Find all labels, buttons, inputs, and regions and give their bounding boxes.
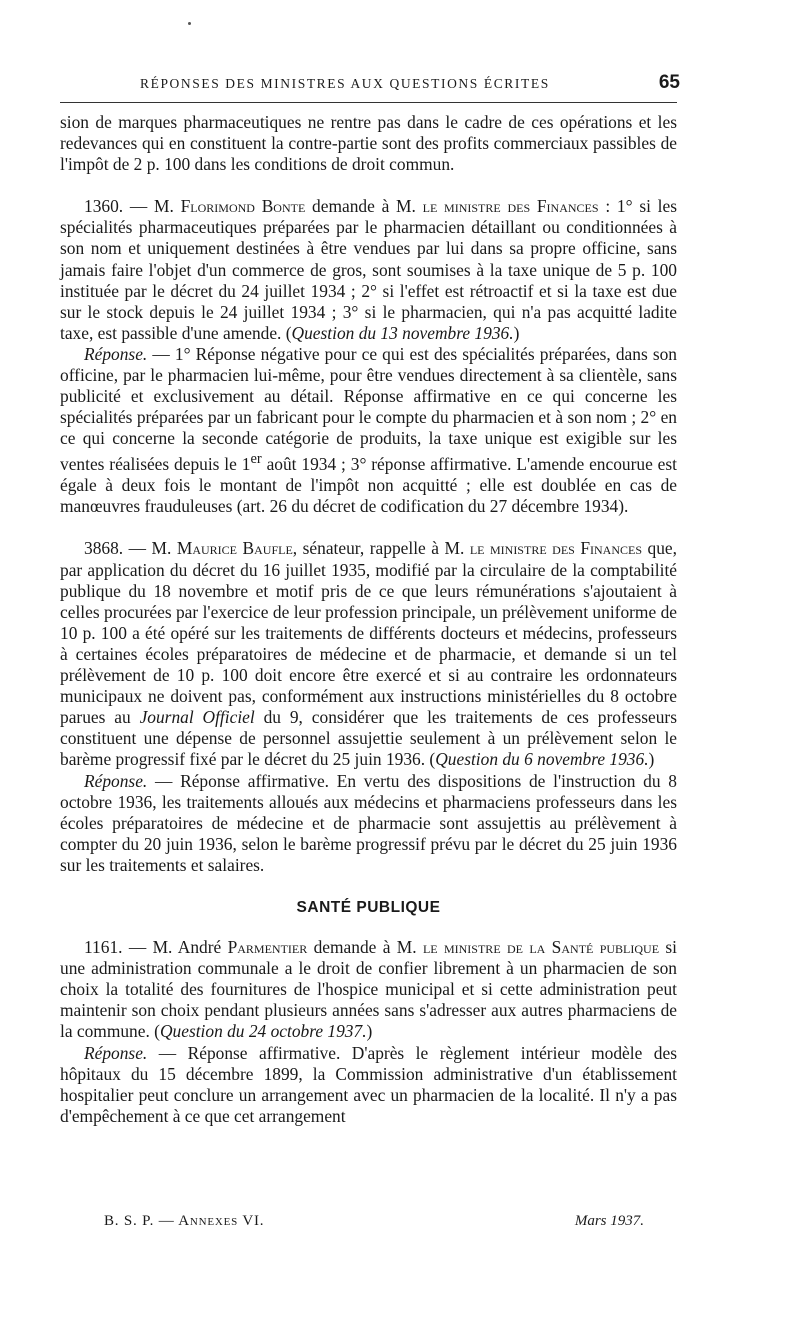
journal-title: Journal Officiel: [139, 707, 255, 728]
section-title: SANTÉ PUBLIQUE: [296, 898, 441, 916]
page-header: [140, 72, 680, 98]
answer-label: Réponse.: [84, 343, 148, 364]
stray-mark: [188, 22, 191, 25]
header-rule: [60, 102, 677, 103]
minister-name: le ministre de la Santé publique: [422, 937, 660, 958]
answer-1161: Réponse. — Réponse affirmative. D'après le règlement intérieur modèle des hôpitaux du 15 décembre 1899, la Commission administrative d'un établissement hospitalier peut conclure un arrangement avec un pharmacien de la localité. Il n'y a pas d'empêchement à ce que cet arrangement: [60, 1042, 677, 1126]
author-name: Parmentier: [227, 937, 308, 958]
question-reference: Question du 13 novembre 1936.: [291, 322, 514, 343]
question-3868: 3868. — M. Maurice Baufle, sénateur, rappelle à M. le ministre des Finances que, par application du décret du 16 juillet 1935, modifié par la circulaire de la comptabilité publique du 18 novembre et motif pris de ce que leurs rémunérations s'ajoutaient à celles procurées par l'exercice de leur profession principale, un prélèvement uniforme de 10 p. 100 a été opéré sur les traitements de différents docteurs et médecins, professeurs à certaines écoles préparatoires de médecine et de pharmacie, et demande si un tel prélèvement de 10 p. 100 doit encore être exercé et si au contraire les ordonnateurs municipaux ne doivent pas, conformément aux instructions ministérielles du 8 octobre parues au Journal Officiel du 9, considérer que les traitements de ces professeurs constituent une dépense de personnel assujettie seulement à un prélèvement selon le barème progressif fixé par le décret du 25 juin 1936. (Question du 6 novembre 1936.): [60, 538, 677, 770]
footer-date: Mars 1937.: [574, 1213, 644, 1229]
question-reference: Question du 6 novembre 1936.: [435, 749, 649, 770]
minister-name: le ministre des Finances: [469, 538, 643, 559]
page-number: 65: [658, 72, 680, 93]
answer-3868: Réponse. — Réponse affirmative. En vertu des dispositions de l'instruction du 8 octobre 1936, les traitements alloués aux médecins et pharmaciens professeurs dans les écoles préparatoires de médecine et de pharmacie sont assujettis au prélèvement à compter du 20 juin 1936, selon le barème progressif prévu par le décret du 25 juin 1936 sur les traitements et salaires.: [60, 770, 677, 875]
question-1161: 1161. — M. André Parmentier demande à M. le ministre de la Santé publique si une administration communale a le droit de confier librement à un pharmacien de son choix la totalité des fournitures de l'hospice municipal et si cette administration peut maintenir son choix pendant plusieurs années sans s'adresser aux autres pharmaciens de la commune. (Question du 24 octobre 1937.): [60, 937, 677, 1042]
running-title: RÉPONSES DES MINISTRES AUX QUESTIONS ÉCRITES: [140, 76, 550, 91]
footer-publication: B. S. P. — Annexes VI.: [104, 1213, 265, 1229]
page-footer: [104, 1213, 644, 1235]
answer-1360: Réponse. — 1° Réponse négative pour ce qui est des spécialités préparées, dans son officine, par le pharmacien lui-même, pour être vendues directement à sa clientèle, sans publicité et exclusivement au détail. Réponse affirmative en ce qui concerne les spécialités préparées par un fabricant pour le compte du pharmacien et à son nom ; 2° en ce qui concerne la seconde catégorie de produits, la taxe unique est exigible sur les ventes réalisées depuis le 1er août 1934 ; 3° réponse affirmative. L'amende encourue est égale à deux fois le montant de l'impôt non acquitté ; elle est doublée en cas de manœuvres frauduleuses (art. 26 du décret de codification du 27 décembre 1934).: [60, 343, 677, 517]
minister-name: le ministre des Finances: [422, 196, 599, 217]
answer-label: Réponse.: [84, 1042, 148, 1063]
author-name: Florimond Bonte: [180, 196, 306, 217]
answer-label: Réponse.: [84, 770, 148, 791]
page-body: [60, 112, 677, 1127]
continued-paragraph: sion de marques pharmaceutiques ne rentre pas dans le cadre de ces opérations et les redevances qui en constituent la contre-partie sont des profits commerciaux passibles de l'impôt de 2 p. 100 dans les conditions de droit commun.: [60, 112, 677, 175]
author-name: Maurice Baufle: [176, 538, 293, 559]
question-1360: 1360. — M. Florimond Bonte demande à M. le ministre des Finances : 1° si les spécialités pharmaceutiques préparées par le pharmacien détaillant ou conditionnées à son nom et uniquement destinées à être vendues par lui dans sa propre officine, sans jamais faire l'objet d'un commerce de gros, sont soumises à la taxe unique de 5 p. 100 instituée par le décret du 24 juillet 1934 ; 2° si l'effet est rétroactif et si la taxe est due sur le stock depuis le 24 juillet 1934 ; 3° si le pharmacien, qui n'a pas acquitté ladite taxe, est passible d'une amende. (Question du 13 novembre 1936.): [60, 196, 678, 343]
question-reference: Question du 24 octobre 1937.: [159, 1021, 367, 1042]
